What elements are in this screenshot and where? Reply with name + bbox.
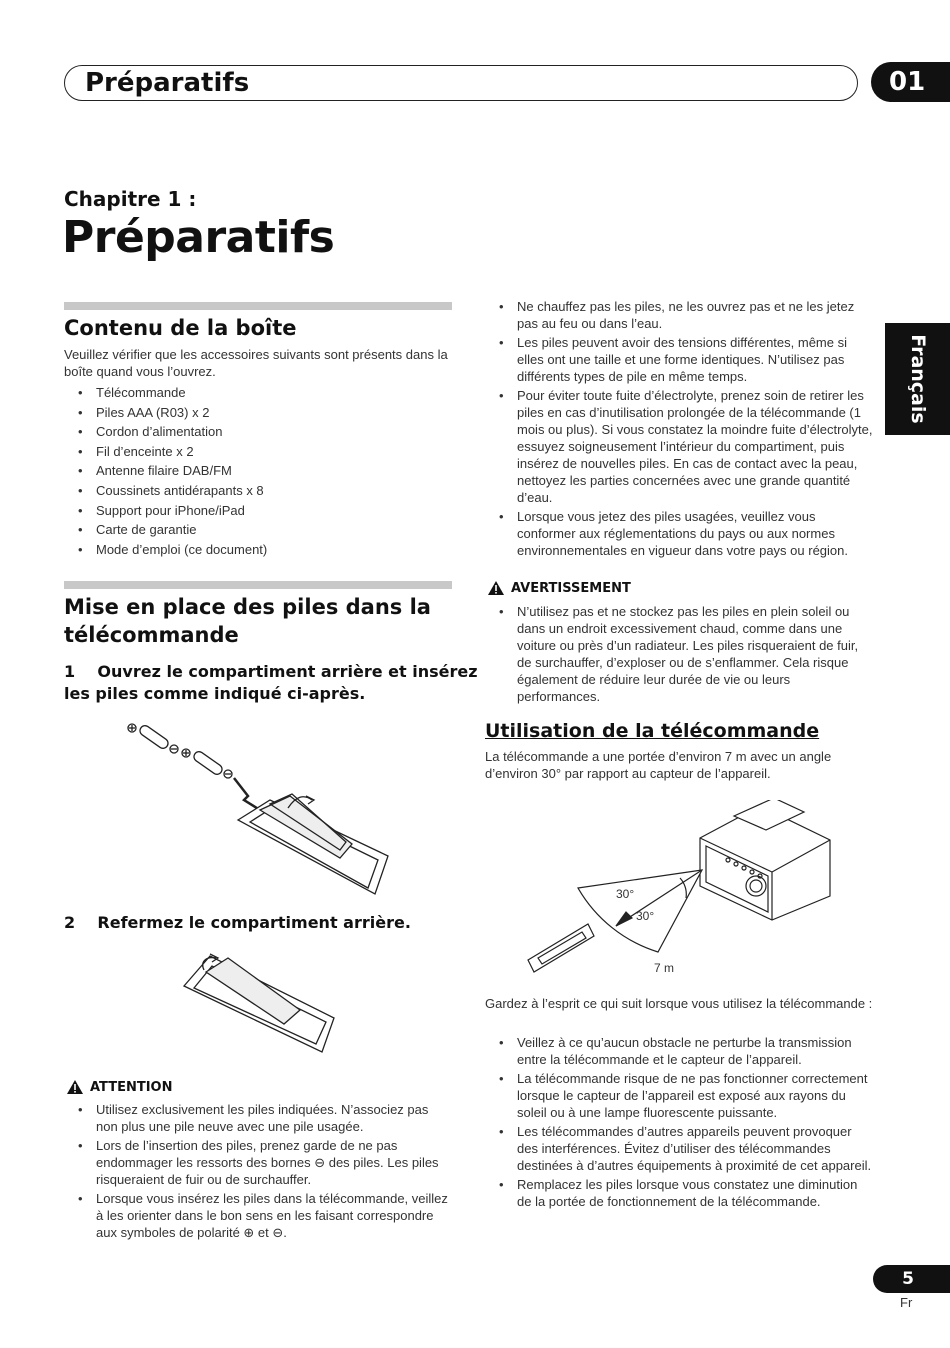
remote-use-list: [485, 1034, 875, 1212]
list-item: • Mode d’emploi (ce document): [64, 541, 449, 558]
header-title: Préparatifs: [85, 68, 250, 98]
list-item: • Les télécommandes d’autres appareils peuvent provoquer des interférences. Évitez d’utiliser des télécommandes destinées à d’autres équipements à proximité de cet appareil.: [485, 1123, 875, 1174]
language-tab: [885, 323, 950, 435]
list-item: • Les piles peuvent avoir des tensions différentes, même si elles ont une taille et une forme identiques. N’utilisez pas différents types de pile en même temps.: [485, 334, 875, 385]
chapter-label: Chapitre 1 :: [64, 187, 197, 211]
attention-title: [66, 1079, 172, 1095]
list-item: • Antenne filaire DAB/FM: [64, 462, 449, 479]
distance-label: 7 m: [654, 961, 675, 975]
section-rule: [64, 302, 452, 310]
box-contents-heading: Contenu de la boîte: [64, 316, 297, 340]
list-item: • N’utilisez pas et ne stockez pas les piles en plein soleil ou dans un endroit excessivement chaud, comme dans une voiture ou près d’un radiateur. Les piles risqueraient de fuir, de surchauffer, d’exploser ou de s’enflammer. Cela risque également de réduire leur durée de vie ou leurs performances.: [485, 603, 875, 705]
list-item: • Utilisez exclusivement les piles indiquées. N’associez pas non plus une pile neuve avec une pile usagée.: [64, 1101, 449, 1135]
header-bar: [64, 65, 858, 101]
list-item: • Support pour iPhone/iPad: [64, 502, 449, 519]
batteries-heading-line2: télécommande: [64, 623, 239, 647]
avertissement-label: AVERTISSEMENT: [511, 580, 631, 596]
remote-use-heading: Utilisation de la télécommande: [485, 720, 820, 742]
battery-precautions-list: [485, 298, 875, 561]
list-item: • Ne chauffez pas les piles, ne les ouvrez pas et ne les jetez pas au feu ou dans l’eau.: [485, 298, 875, 332]
page-number: 5: [873, 1265, 950, 1293]
attention-list: [64, 1101, 449, 1243]
angle-label-bottom: 30°: [636, 909, 655, 923]
batteries-heading-line1: Mise en place des piles dans la: [64, 595, 431, 619]
step-1-line1: 1 Ouvrez le compartiment arrière et insérez: [64, 662, 478, 681]
remote-range-diagram: [520, 800, 840, 980]
list-item: • Télécommande: [64, 384, 449, 401]
list-item: • Lors de l’insertion des piles, prenez garde de ne pas endommager les ressorts des bornes ⊖ des piles. Les piles risqueraient de fuir ou de surchauffer.: [64, 1137, 449, 1188]
list-item: • Pour éviter toute fuite d’électrolyte, prenez soin de retirer les piles en cas d’inutilisation prolongée de la télécommande (1 mois ou plus). Si vous constatez la moindre fuite d’électrolyte, essuyez soigneusement l’intérieur du compartiment, puis insérez de nouvelles piles. En cas de contact avec la peau, nettoyez les parties concernées avec une grande quantité d’eau.: [485, 387, 875, 506]
list-item: • Fil d’enceinte x 2: [64, 443, 449, 460]
list-item: • Veillez à ce qu’aucun obstacle ne perturbe la transmission entre la télécommande et le capteur de l’appareil.: [485, 1034, 875, 1068]
list-item: • Lorsque vous jetez des piles usagées, veuillez vous conformer aux réglementations du pays ou aux normes environnementales en vigueur dans votre pays ou région.: [485, 508, 875, 559]
list-item: • Cordon d’alimentation: [64, 423, 449, 440]
avertissement-title: [487, 580, 631, 596]
section-rule: [64, 581, 452, 589]
step-1-line2: les piles comme indiqué ci-après.: [64, 684, 366, 703]
list-item: • La télécommande risque de ne pas fonctionner correctement lorsque le capteur de l’appareil est exposé aux rayons du soleil ou à une lampe fluorescente puissante.: [485, 1070, 875, 1121]
chapter-title: Préparatifs: [62, 212, 335, 263]
page-language-code: Fr: [900, 1295, 913, 1310]
list-item: • Lorsque vous insérez les piles dans la télécommande, veillez à les orienter dans le bon sens en les faisant correspondre aux symboles de polarité ⊕ et ⊖.: [64, 1190, 449, 1241]
list-item: • Coussinets antidérapants x 8: [64, 482, 449, 499]
warning-icon: [487, 580, 505, 596]
battery-insert-illustration: [120, 718, 400, 898]
list-item: • Carte de garantie: [64, 521, 449, 538]
remote-use-intro: La télécommande a une portée d’environ 7 m avec un angle d’environ 30° par rapport au capteur de l’appareil.: [485, 749, 832, 781]
avertissement-list: [485, 603, 875, 707]
battery-close-illustration: [180, 948, 340, 1058]
list-item: • Piles AAA (R03) x 2: [64, 404, 449, 421]
step-2: 2 Refermez le compartiment arrière.: [64, 913, 411, 932]
chapter-number-badge: 01: [871, 62, 950, 102]
box-contents-intro: Veuillez vérifier que les accessoires suivants sont présents dans la boîte quand vous l’ouvrez.: [64, 347, 448, 379]
keep-in-mind-text: Gardez à l’esprit ce qui suit lorsque vous utilisez la télécommande :: [485, 996, 873, 1011]
language-tab-label: Français: [906, 334, 929, 424]
box-contents-list: [64, 384, 449, 560]
list-item: • Remplacez les piles lorsque vous constatez une diminution de la portée de fonctionnement de la télécommande.: [485, 1176, 875, 1210]
angle-label-top: 30°: [616, 887, 635, 901]
warning-icon: [66, 1079, 84, 1095]
attention-label: ATTENTION: [90, 1079, 173, 1095]
